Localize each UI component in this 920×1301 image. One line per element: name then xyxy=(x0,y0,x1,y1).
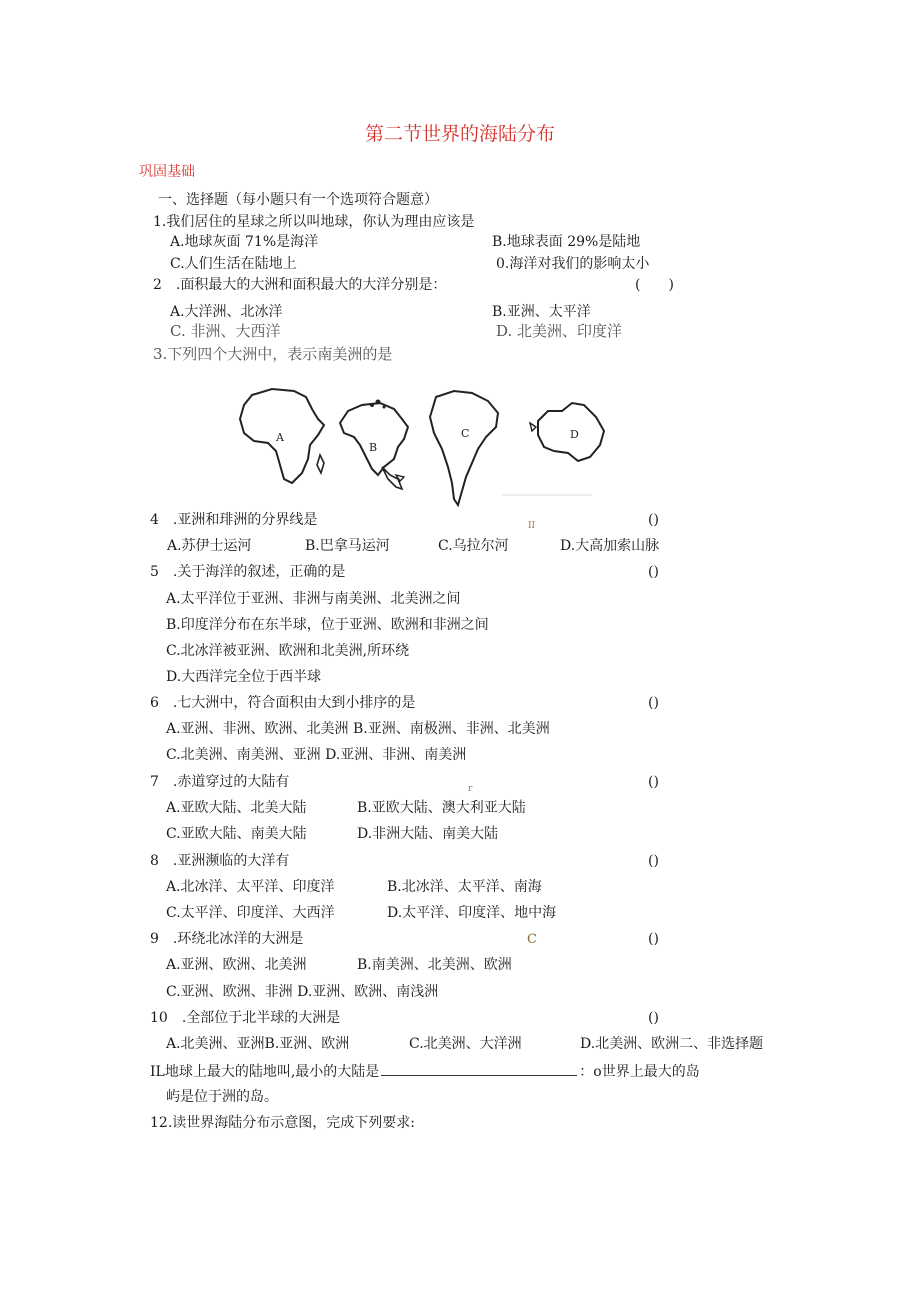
question-4-stem: 4 .亚洲和琲洲的分界线是 xyxy=(150,512,318,528)
question-8-option-c: C.太平洋、印度洋、大西洋 xyxy=(166,905,335,921)
question-4-bracket: () xyxy=(648,512,659,528)
continent-outline-maps xyxy=(232,383,617,511)
question-9-option-a: A.亚洲、欧洲、北美洲 xyxy=(166,957,307,973)
question-10-stem: 10 .全部位于北半球的大洲是 xyxy=(150,1010,341,1026)
question-1-option-d: 0.海洋对我们的影响太小 xyxy=(496,256,650,272)
question-5-bracket: () xyxy=(648,564,659,580)
question-11-text-2: ：o世界上最大的岛 xyxy=(579,1064,700,1080)
question-6-options-line-1: A.亚洲、非洲、欧洲、北美洲 B.亚洲、南极洲、非洲、北美洲 xyxy=(166,721,550,737)
question-10-option-c: C.北美洲、大洋洲 xyxy=(409,1036,522,1052)
question-11-text-1: IL地球上最大的陆地叫,最小的大陆是 xyxy=(150,1064,380,1080)
question-2-option-c: C. 非洲、大西洋 xyxy=(170,322,281,340)
question-4-option-b: B.巴拿马运河 xyxy=(305,538,390,554)
question-1-option-a: A.地球灰面 71%是海洋 xyxy=(170,234,319,250)
question-8-bracket: () xyxy=(648,853,659,869)
question-6-options-line-2: C.北美洲、南美洲、亚洲 D.亚洲、非洲、南美洲 xyxy=(166,747,467,763)
section-heading: 巩固基础 xyxy=(139,164,195,180)
question-8-option-a: A.北冰洋、太平洋、印度洋 xyxy=(166,879,335,895)
question-7-option-a: A.亚欧大陆、北美大陆 xyxy=(166,800,307,816)
question-2-option-d: D. 北美洲、印度洋 xyxy=(496,322,623,340)
answer-blank[interactable] xyxy=(381,1061,577,1076)
question-7-option-b: B.亚欧大陆、澳大利亚大陆 xyxy=(357,800,526,816)
question-6-bracket: () xyxy=(648,695,659,711)
question-11-line-2: 屿是位于洲的岛。 xyxy=(166,1089,278,1105)
question-5-stem: 5 .关于海洋的叙述，正确的是 xyxy=(150,564,346,580)
page-title: 第二节世界的海陆分布 xyxy=(364,123,555,145)
question-4-mark: II xyxy=(528,521,536,531)
question-10-bracket: () xyxy=(648,1010,659,1026)
question-7-mark: r xyxy=(468,784,473,794)
question-7-stem: 7 .赤道穿过的大陆有 xyxy=(150,774,290,790)
question-9-options-line-2: C.亚洲、欧洲、非洲 D.亚洲、欧洲、南浅洲 xyxy=(166,984,439,1000)
question-8-option-d: D.太平洋、印度洋、地中海 xyxy=(387,905,557,921)
question-7-option-d: D.非洲大陆、南美大陆 xyxy=(357,826,499,842)
question-3-stem: 3.下列四个大洲中，表示南美洲的是 xyxy=(153,345,393,363)
continent-c-outline xyxy=(430,391,498,505)
question-7-option-c: C.亚欧大陆、南美大陆 xyxy=(166,826,307,842)
question-5-option-b: B.印度洋分布在东半球，位于亚洲、欧洲和非洲之间 xyxy=(166,617,489,633)
question-1-stem: 1.我们居住的星球之所以叫地球，你认为理由应该是 xyxy=(153,214,475,230)
question-2-bracket: ( ) xyxy=(635,277,674,293)
question-5-option-c: C.北冰洋被亚洲、欧洲和北美洲,所环绕 xyxy=(166,643,410,659)
question-6-stem: 6 .七大洲中，符合面积由大到小排序的是 xyxy=(150,695,416,711)
question-2-option-a: A.大洋洲、北冰洋 xyxy=(170,304,283,320)
continent-a-label: A xyxy=(276,431,284,444)
question-2-stem: 2 .面积最大的大洲和面积最大的大洋分别是： xyxy=(153,277,447,293)
question-9-option-b: B.南美洲、北美洲、欧洲 xyxy=(357,957,512,973)
continent-b-label: B xyxy=(369,441,378,454)
question-1-option-c: C.人们生活在陆地上 xyxy=(170,256,297,272)
question-10-option-a-b: A.北美洲、亚洲B.亚洲、欧洲 xyxy=(166,1036,350,1052)
question-8-option-b: B.北冰洋、太平洋、南海 xyxy=(387,879,542,895)
question-2-option-b: B.亚洲、太平洋 xyxy=(492,304,591,320)
question-4-option-c: C.乌拉尔河 xyxy=(438,538,509,554)
question-5-option-d: D.大西洋完全位于西半球 xyxy=(166,669,322,685)
question-5-option-a: A.太平洋位于亚洲、非洲与南美洲、北美洲之间 xyxy=(166,591,461,607)
continent-b-outline xyxy=(340,403,408,475)
question-4-option-a: A.苏伊士运河 xyxy=(167,538,252,554)
question-10-option-d: D.北美洲、欧洲二、非选择题 xyxy=(580,1036,764,1052)
question-9-bracket: () xyxy=(648,931,659,947)
question-4-option-d: D.大高加索山脉 xyxy=(560,538,660,554)
question-12-stem: 12.读世界海陆分布示意图，完成下列要求: xyxy=(150,1115,415,1131)
question-8-stem: 8 .亚洲濒临的大洋有 xyxy=(150,853,290,869)
question-11-line-1 xyxy=(150,1061,700,1081)
question-7-bracket: () xyxy=(648,774,659,790)
question-9-stem: 9 .环绕北冰洋的大洲是 xyxy=(150,931,304,947)
part-heading: 一、选择题（每小题只有一个选项符合题意） xyxy=(158,192,438,208)
question-1-option-b: B.地球表面 29%是陆地 xyxy=(492,234,641,250)
question-9-mark: C xyxy=(527,932,537,947)
continent-d-label: D xyxy=(570,428,579,441)
continent-c-label: C xyxy=(461,427,470,440)
